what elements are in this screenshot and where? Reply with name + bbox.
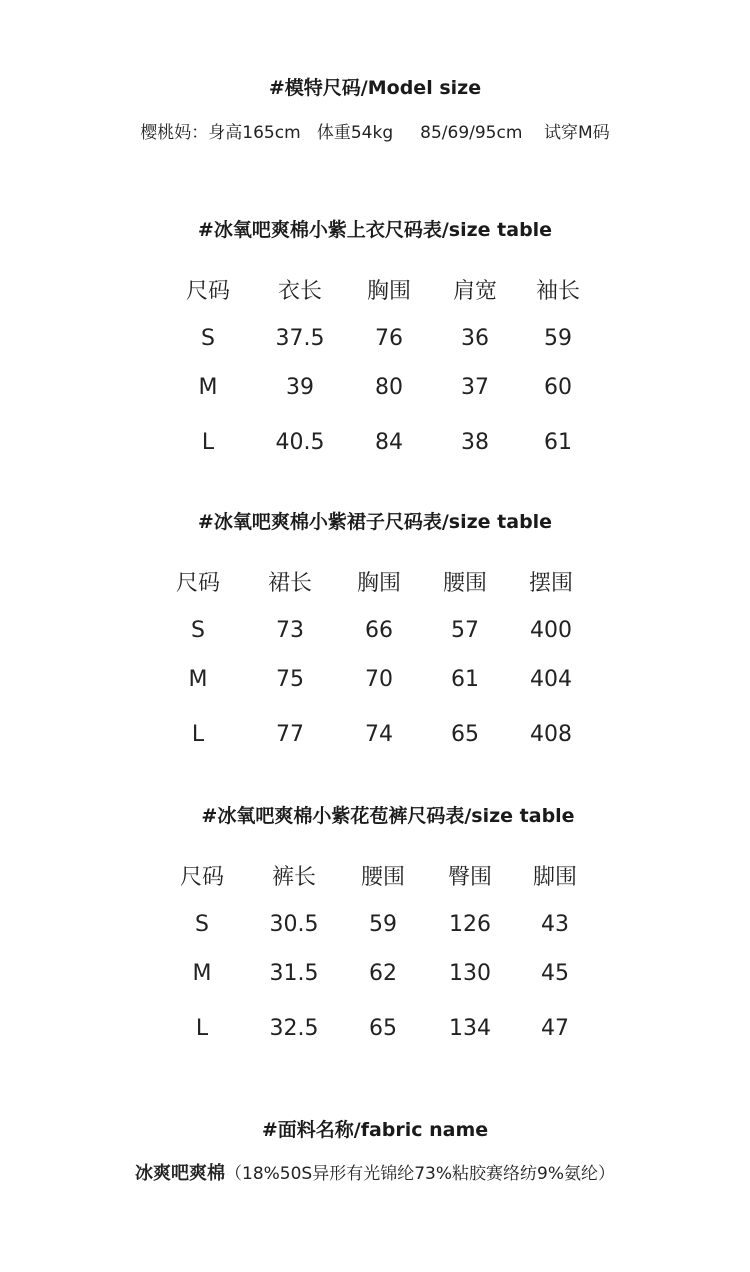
table-cell: 43 — [541, 912, 569, 937]
fabric-info — [0, 1159, 750, 1185]
table-cell: 60 — [544, 375, 572, 400]
table-cell: 45 — [541, 961, 569, 986]
table-cell: 59 — [544, 326, 572, 351]
table-cell: 61 — [451, 667, 479, 692]
table-cell: 74 — [365, 721, 393, 747]
column-header: 肩宽 — [452, 279, 497, 304]
table-cell: 130 — [449, 961, 491, 986]
table-cell: M — [188, 667, 208, 692]
table-cell: 134 — [449, 1015, 491, 1041]
table-cell: 40.5 — [275, 429, 325, 455]
column-header: 胸围 — [366, 279, 411, 304]
column-header: 胸围 — [356, 571, 401, 596]
fabric-heading: #面料名称/fabric name — [261, 1119, 489, 1141]
table-cell: 77 — [276, 721, 304, 747]
table-cell: M — [192, 961, 212, 986]
table-cell: L — [195, 1015, 209, 1041]
table-cell: 126 — [449, 912, 491, 937]
table-cell: 400 — [530, 618, 572, 643]
table-cell: 57 — [451, 618, 479, 643]
table-cell: 84 — [375, 429, 403, 455]
table-cell: 70 — [365, 667, 393, 692]
table-cell: 62 — [369, 961, 397, 986]
top-size-table-heading: #冰氧吧爽棉小紫上衣尺码表/size table — [197, 219, 553, 241]
table-cell: L — [191, 721, 205, 747]
column-header: 腰围 — [360, 865, 405, 890]
table-cell: 31.5 — [269, 961, 319, 986]
table-cell: 408 — [530, 721, 572, 747]
fabric-composition: （18%50S异形有光锦纶73%粘胶赛络纺9%氨纶） — [225, 1164, 615, 1184]
table-row — [164, 372, 596, 403]
table-header-row — [154, 566, 592, 597]
table-cell: S — [201, 326, 215, 351]
table-cell: 39 — [286, 375, 314, 400]
column-header: 尺码 — [185, 279, 230, 304]
table-cell: 76 — [375, 326, 403, 351]
table-header-row — [158, 860, 594, 891]
table-cell: 404 — [530, 667, 572, 692]
column-header: 衣长 — [277, 279, 322, 304]
pants-size-table-heading: #冰氧吧爽棉小紫花苞裤尺码表/size table — [201, 805, 575, 827]
model-size-info: 樱桃妈：身高165cm 体重54kg 85/69/95cm 试穿M码 — [140, 123, 610, 143]
table-row — [158, 891, 594, 958]
table-cell: 73 — [276, 618, 304, 643]
table-row — [154, 597, 592, 664]
column-header: 摆围 — [528, 571, 573, 596]
column-header: 袖长 — [535, 279, 580, 304]
table-row — [158, 958, 594, 989]
table-cell: 59 — [369, 912, 397, 937]
table-cell: 61 — [544, 429, 572, 455]
table-cell: 65 — [369, 1015, 397, 1041]
column-header: 尺码 — [175, 571, 220, 596]
table-row — [154, 695, 592, 773]
table-cell: 37.5 — [275, 326, 325, 351]
top-size-table — [164, 274, 596, 481]
table-cell: 47 — [541, 1015, 569, 1041]
table-header-row — [164, 274, 596, 305]
pants-size-table — [158, 860, 594, 1067]
table-cell: M — [198, 375, 218, 400]
table-row — [164, 305, 596, 372]
fabric-name: 冰爽吧爽棉 — [135, 1163, 226, 1184]
column-header: 裤长 — [271, 865, 316, 890]
skirt-size-table-heading: #冰氧吧爽棉小紫裙子尺码表/size table — [197, 511, 553, 533]
column-header: 脚围 — [532, 865, 577, 890]
table-cell: 80 — [375, 375, 403, 400]
table-cell: L — [201, 429, 215, 455]
column-header: 臀围 — [447, 865, 492, 890]
table-cell: 37 — [461, 375, 489, 400]
table-row — [164, 403, 596, 481]
table-cell: S — [191, 618, 205, 643]
table-cell: 36 — [461, 326, 489, 351]
column-header: 腰围 — [442, 571, 487, 596]
table-cell: S — [195, 912, 209, 937]
table-cell: 65 — [451, 721, 479, 747]
table-cell: 32.5 — [269, 1015, 319, 1041]
table-cell: 38 — [461, 429, 489, 455]
column-header: 尺码 — [179, 865, 224, 890]
column-header: 裙长 — [267, 571, 312, 596]
table-row — [154, 664, 592, 695]
table-cell: 66 — [365, 618, 393, 643]
skirt-size-table — [154, 566, 592, 773]
model-size-heading: #模特尺码/Model size — [268, 77, 482, 99]
table-cell: 75 — [276, 667, 304, 692]
table-cell: 30.5 — [269, 912, 319, 937]
table-row — [158, 989, 594, 1067]
